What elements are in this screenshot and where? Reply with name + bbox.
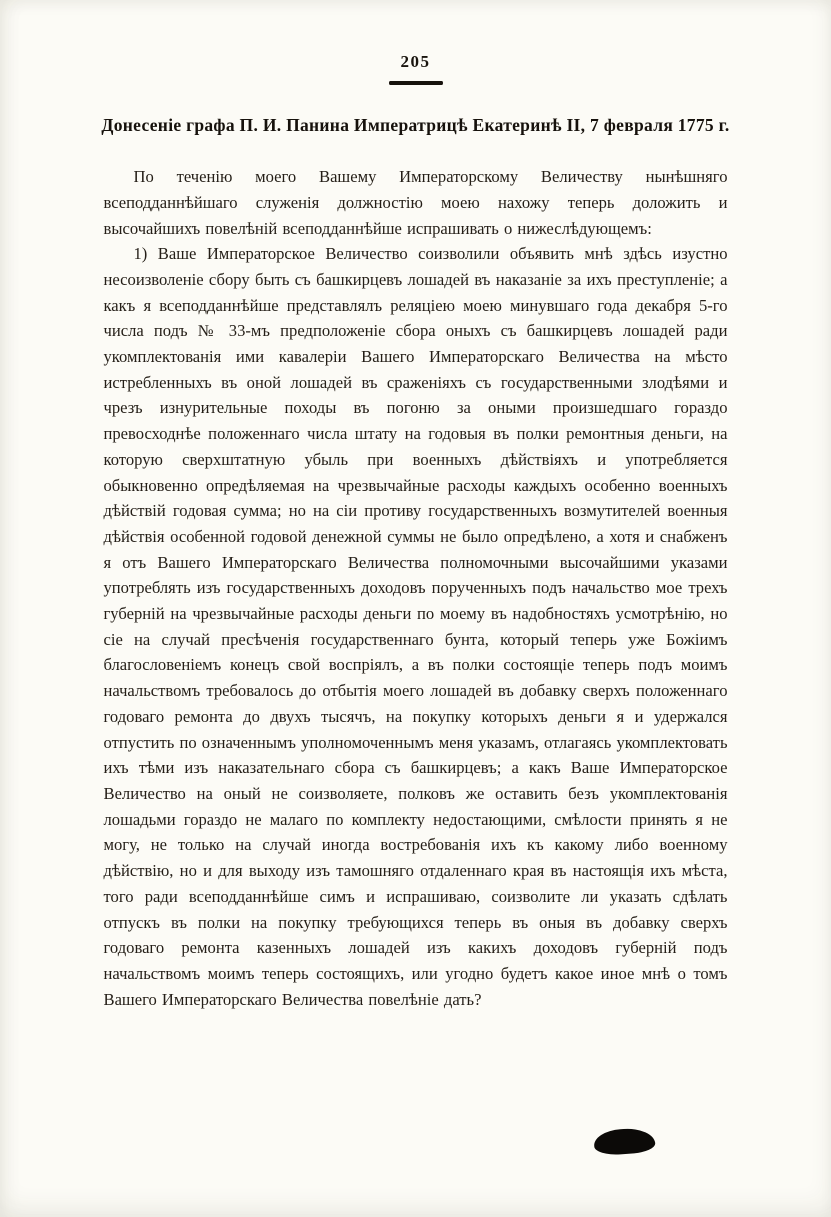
- document-title: Донесеніе графа П. И. Панина Императрицѣ Екатеринѣ II, 7 февраля 1775 г.: [101, 115, 730, 135]
- ink-blot: [593, 1127, 656, 1156]
- document-body: [104, 164, 728, 1012]
- page-header: [0, 0, 831, 85]
- paragraph-intro: По теченію моего Вашему Императорскому Величеству нынѣшняго всеподданнѣйшаго служенія должностію моею нахожу теперь доложить и высочайшихъ повелѣній всеподданнѣйше испрашивать о нижеслѣдующемъ:: [103, 167, 728, 238]
- page-number: 205: [400, 52, 431, 71]
- paragraph-item-1: 1) Ваше Императорское Величество соизволили объявить мнѣ здѣсь изустно несоизволеніе сбору быть съ башкирцевъ лошадей въ наказаніе за ихъ преступленіе; а какъ я всеподданнѣйше представлялъ реляціею моею минувшаго года декабря 5-го числа подъ № 33-мъ предположеніе сбора оныхъ съ башкирцевъ лошадей ради укомплектованія ими кавалеріи Вашего Императорскаго Величества на мѣсто истребленныхъ въ оной лошадей въ сраженіяхъ съ государственными злодѣями и чрезъ изнурительные походы въ погоню за оными произшедшаго гораздо превосходнѣе положеннаго числа штату на годовыя въ полки ремонтныя деньги, на которую сверхштатную убыль при военныхъ дѣйствіяхъ и употребляется обыкновенно опредѣляемая на чрезвычайные расходы каждыхъ особенно военныхъ дѣйствій годовая сумма; но на сіи противу государственныхъ возмутителей военныя дѣйствія особенной годовой денежной суммы не было опредѣлено, а хотя и снабженъ я отъ Вашего Императорскаго Величества полномочными высочайшими указами употреблять изъ государственныхъ доходовъ порученныхъ подъ начальство мое трехъ губерній на чрезвычайные расходы деньги по моему въ надобностяхъ усмотрѣнію, но сіе на случай пресѣченія государственнаго бунта, который теперь уже Божіимъ благословеніемъ конецъ свой воспріялъ, а въ полки состоящіе теперь подъ моимъ начальствомъ требовалось до отбытія моего лошадей въ добавку сверхъ положеннаго годоваго ремонта до двухъ тысячъ, на покупку которыхъ деньги я и удержался отпустить по означеннымъ уполномоченнымъ меня указамъ, отлагаясь укомплектовать ихъ тѣми изъ наказательнаго сбора съ башкирцевъ; а какъ Ваше Императорское Величество на оный не соизволяете, полковъ же оставить безъ укомплектованія лошадьми гораздо не малаго по комплекту недостающими, смѣлости принять я не могу, не только на случай иногда востребованія ихъ къ какому либо военному дѣйствію, но и для выходу изъ тамошняго отдаленнаго края въ настоящія ихъ мѣста, того ради всеподданнѣйше симъ и испрашиваю, соизволите ли указать сдѣлать отпускъ въ полки на покупку требующихся теперь въ оныя въ добавку сверхъ годоваго ремонта казенныхъ лошадей изъ какихъ доходовъ губерній подъ начальствомъ моимъ теперь состоящихъ, или угодно будетъ какое иное мнѣ о томъ Вашего Императорскаго Величества повелѣніе дать?: [103, 244, 728, 1009]
- page-number-rule: [389, 81, 443, 85]
